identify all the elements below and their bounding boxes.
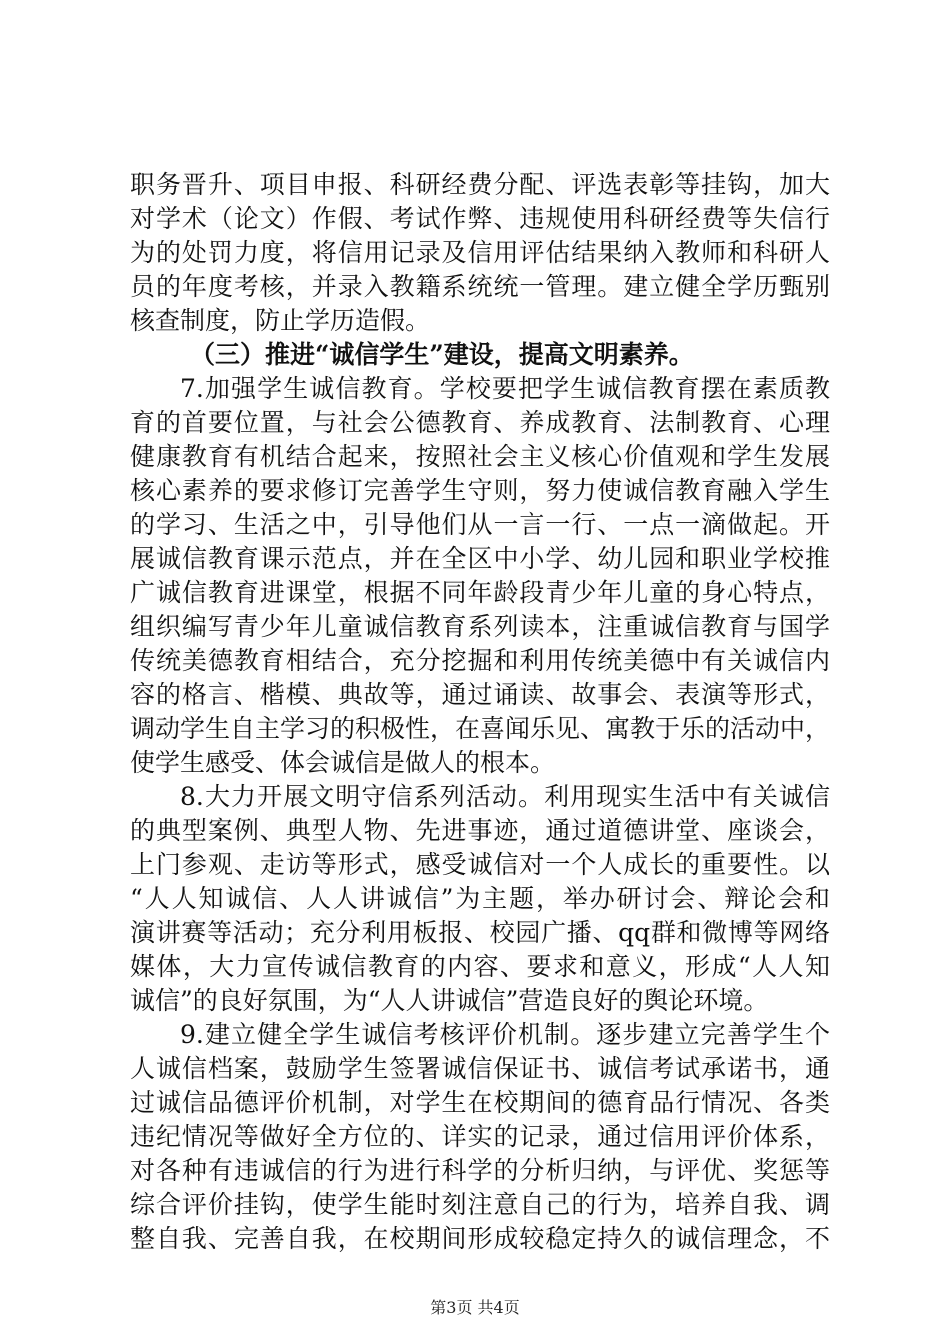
text-line: 为的处罚力度，将信用记录及信用评估结果纳入教师和科研人	[130, 238, 830, 267]
text-line: 展诚信教育课示范点，并在全区中小学、幼儿园和职业学校推	[130, 544, 830, 573]
text-line: 组织编写青少年儿童诚信教育系列读本，注重诚信教育与国学	[130, 612, 830, 641]
text-line: 传统美德教育相结合，充分挖掘和利用传统美德中有关诚信内	[130, 646, 830, 675]
text-line: 容的格言、楷模、典故等，通过诵读、故事会、表演等形式，	[130, 680, 830, 709]
section-heading: （三）推进“诚信学生”建设，提高文明素养。	[190, 340, 694, 369]
text-line: 对各种有违诚信的行为进行科学的分析归纳，与评优、奖惩等	[130, 1156, 830, 1185]
text-line: 调动学生自主学习的积极性，在喜闻乐见、寓教于乐的活动中，	[130, 714, 831, 743]
text-line: 员的年度考核，并录入教籍系统统一管理。建立健全学历甄别	[130, 272, 830, 301]
text-line: 8.大力开展文明守信系列活动。利用现实生活中有关诚信	[180, 782, 830, 811]
text-line: 演讲赛等活动；充分利用板报、校园广播、qq群和微博等网络	[130, 918, 830, 947]
text-line: 使学生感受、体会诚信是做人的根本。	[130, 748, 556, 777]
text-line: 育的首要位置，与社会公德教育、养成教育、法制教育、心理	[130, 408, 830, 437]
text-line: 核查制度，防止学历造假。	[130, 306, 431, 335]
text-line: 过诚信品德评价机制，对学生在校期间的德育品行情况、各类	[130, 1088, 830, 1117]
page-number: 第3页 共4页	[430, 1298, 520, 1317]
text-line: 媒体，大力宣传诚信教育的内容、要求和意义，形成“人人知	[130, 952, 830, 981]
text-line: 健康教育有机结合起来，按照社会主义核心价值观和学生发展	[130, 442, 830, 471]
text-line: 核心素养的要求修订完善学生守则，努力使诚信教育融入学生	[130, 476, 830, 505]
text-line: 综合评价挂钩，使学生能时刻注意自己的行为，培养自我、调	[130, 1190, 830, 1219]
text-line: 的学习、生活之中，引导他们从一言一行、一点一滴做起。开	[130, 510, 830, 539]
text-line: 广诚信教育进课堂，根据不同年龄段青少年儿童的身心特点，	[130, 578, 830, 607]
text-line: 诚信”的良好氛围，为“人人讲诚信”营造良好的舆论环境。	[130, 986, 769, 1015]
text-line: 上门参观、走访等形式，感受诚信对一个人成长的重要性。以	[130, 850, 830, 879]
text-line: 的典型案例、典型人物、先进事迹，通过道德讲堂、座谈会，	[130, 816, 830, 845]
text-line: 职务晋升、项目申报、科研经费分配、评选表彰等挂钩，加大	[130, 170, 830, 199]
text-line: 7.加强学生诚信教育。学校要把学生诚信教育摆在素质教	[180, 374, 830, 403]
text-line: 人诚信档案，鼓励学生签署诚信保证书、诚信考试承诺书，通	[130, 1054, 830, 1083]
text-line: 违纪情况等做好全方位的、详实的记录，通过信用评价体系，	[130, 1122, 830, 1151]
text-line: 对学术（论文）作假、考试作弊、违规使用科研经费等失信行	[130, 204, 830, 233]
body-text	[130, 168, 830, 1256]
text-line: 9.建立健全学生诚信考核评价机制。逐步建立完善学生个	[180, 1020, 830, 1049]
text-line: “人人知诚信、人人讲诚信”为主题，举办研讨会、辩论会和	[130, 884, 830, 913]
text-line: 整自我、完善自我，在校期间形成较稳定持久的诚信理念，不	[130, 1224, 830, 1253]
